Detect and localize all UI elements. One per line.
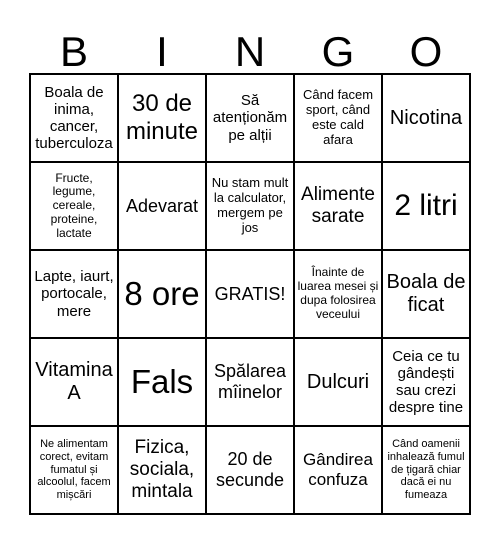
bingo-cell-r4-c2[interactable]: Fals bbox=[119, 339, 207, 427]
bingo-cell-r4-c1[interactable]: Vitamina A bbox=[31, 339, 119, 427]
bingo-cell-r5-c5[interactable]: Când oamenii inhalează fumul de țigară chiar dacă ei nu fumeaza bbox=[383, 427, 471, 515]
bingo-cell-r5-c2[interactable]: Fizica, sociala, mintala bbox=[119, 427, 207, 515]
bingo-cell-r3-c2[interactable]: 8 ore bbox=[119, 251, 207, 339]
bingo-cell-r5-c1[interactable]: Ne alimentam corect, evitam fumatul și alcoolul, facem mișcări bbox=[31, 427, 119, 515]
bingo-cell-r1-c2[interactable]: 30 de minute bbox=[119, 75, 207, 163]
bingo-cell-r2-c4[interactable]: Alimente sarate bbox=[295, 163, 383, 251]
header-letter-b: B bbox=[59, 28, 88, 75]
bingo-cell-r1-c4[interactable]: Când facem sport, când este cald afara bbox=[295, 75, 383, 163]
bingo-cell-r3-c1[interactable]: Lapte, iaurt, portocale, mere bbox=[31, 251, 119, 339]
bingo-cell-r3-c3[interactable]: GRATIS! bbox=[207, 251, 295, 339]
bingo-cell-r2-c5[interactable]: 2 litri bbox=[383, 163, 471, 251]
bingo-cell-r3-c5[interactable]: Boala de ficat bbox=[383, 251, 471, 339]
header-letter-n: N bbox=[234, 28, 266, 75]
header-letter-i: I bbox=[156, 28, 168, 75]
bingo-cell-r1-c5[interactable]: Nicotina bbox=[383, 75, 471, 163]
bingo-grid bbox=[29, 73, 471, 515]
header-letter-g: G bbox=[321, 28, 355, 75]
bingo-cell-r4-c3[interactable]: Spălarea mîinelor bbox=[207, 339, 295, 427]
bingo-cell-r3-c4[interactable]: Înainte de luarea mesei și dupa folosirea veceului bbox=[295, 251, 383, 339]
bingo-cell-r1-c1[interactable]: Boala de inima, cancer, tuberculoza bbox=[31, 75, 119, 163]
header-letter-o: O bbox=[409, 28, 443, 75]
bingo-cell-r1-c3[interactable]: Să atenționăm pe alții bbox=[207, 75, 295, 163]
bingo-cell-r4-c4[interactable]: Dulcuri bbox=[295, 339, 383, 427]
bingo-cell-r5-c3[interactable]: 20 de secunde bbox=[207, 427, 295, 515]
bingo-cell-r2-c2[interactable]: Adevarat bbox=[119, 163, 207, 251]
bingo-cell-r2-c3[interactable]: Nu stam mult la calculator, mergem pe jos bbox=[207, 163, 295, 251]
bingo-cell-r5-c4[interactable]: Gândirea confuza bbox=[295, 427, 383, 515]
bingo-cell-r4-c5[interactable]: Ceia ce tu gândești sau crezi despre tine bbox=[383, 339, 471, 427]
bingo-header bbox=[30, 28, 470, 76]
bingo-cell-r2-c1[interactable]: Fructe, legume, cereale, proteine, lactate bbox=[31, 163, 119, 251]
